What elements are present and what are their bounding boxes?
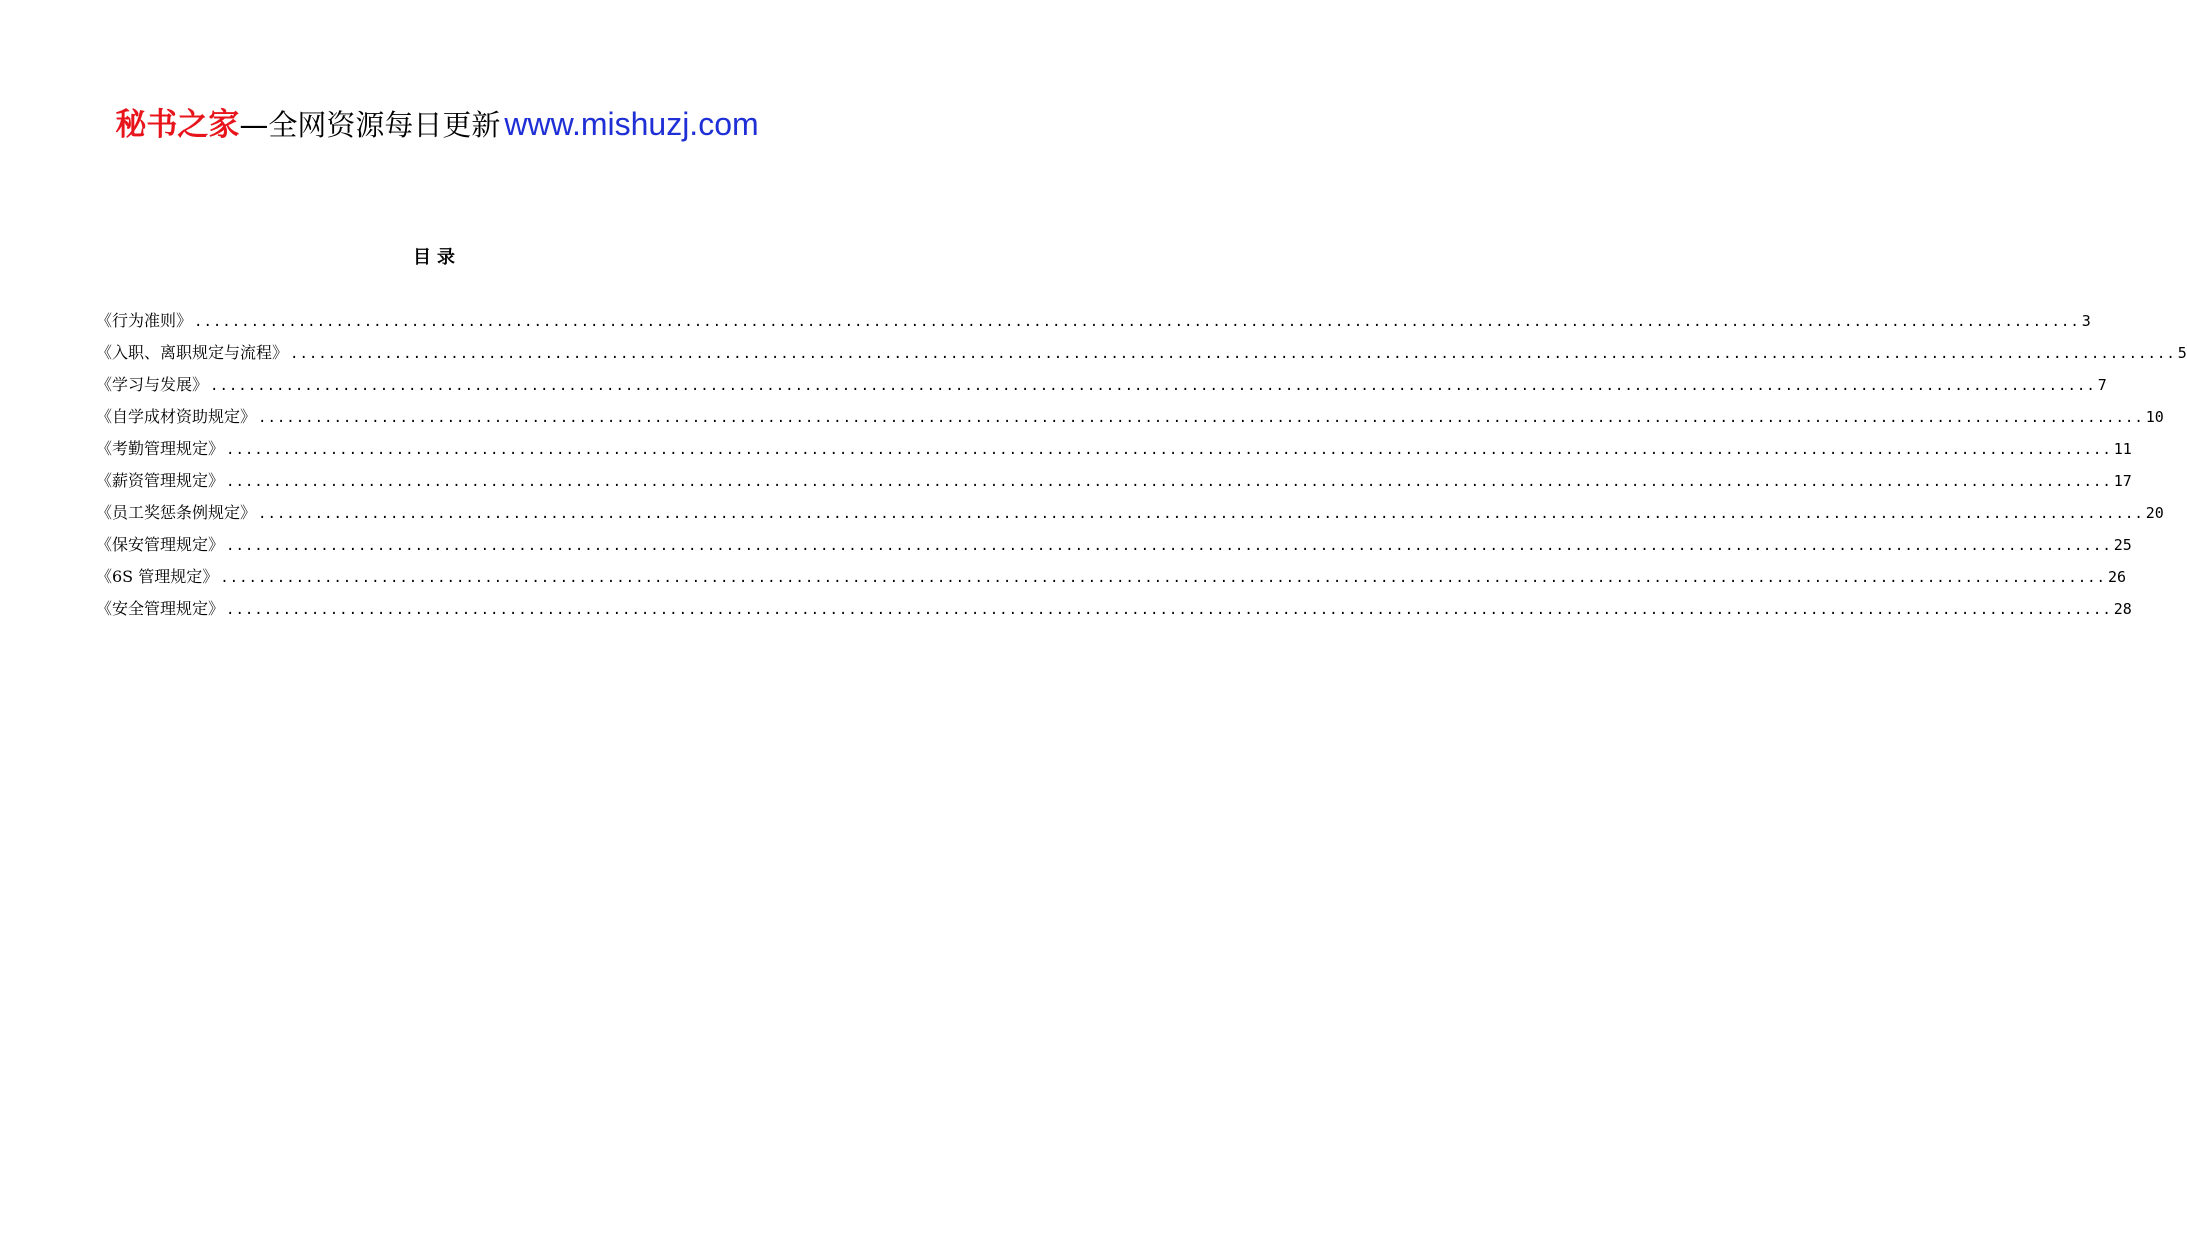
toc-entry[interactable] <box>96 340 2187 372</box>
toc-entry[interactable] <box>96 500 2164 532</box>
toc-entry[interactable] <box>96 532 2132 564</box>
toc-entry[interactable] <box>96 596 2132 628</box>
toc-entry-page: 7 <box>2097 376 2107 394</box>
toc-entry-title: 《薪资管理规定》 <box>96 471 225 490</box>
dot-leader: ........................................................................................................................................................................................................ <box>226 474 2112 490</box>
toc-entry-title: 《自学成材资助规定》 <box>96 407 257 426</box>
site-url-link[interactable]: www.mishuzj.com <box>504 106 759 142</box>
toc-entry-page: 11 <box>2113 440 2132 458</box>
toc-entry[interactable] <box>96 436 2132 468</box>
toc-entry-page: 28 <box>2113 600 2132 618</box>
toc-entry-title: 《6S 管理规定》 <box>96 567 219 586</box>
dot-leader: ........................................................................................................................................................................................................ <box>258 410 2144 426</box>
toc-entry-page: 26 <box>2107 568 2127 586</box>
table-of-contents <box>96 308 2187 628</box>
toc-entry-title: 《员工奖惩条例规定》 <box>96 503 257 522</box>
dot-leader: ........................................................................................................................................................................................................ <box>194 314 2080 330</box>
toc-entry-title: 《保安管理规定》 <box>96 535 225 554</box>
brand-name: 秘书之家 <box>115 107 240 143</box>
toc-entry-title: 《入职、离职规定与流程》 <box>96 343 289 362</box>
dot-leader: ........................................................................................................................................................................................................ <box>226 602 2112 618</box>
dot-leader: ........................................................................................................................................................................................................ <box>258 506 2144 522</box>
toc-entry[interactable] <box>96 372 2107 404</box>
toc-entry-title: 《行为准则》 <box>96 311 193 330</box>
site-banner <box>0 104 874 151</box>
toc-entry[interactable] <box>96 404 2164 436</box>
dot-leader: ........................................................................................................................................................................................................ <box>220 570 2106 586</box>
dot-leader: ........................................................................................................................................................................................................ <box>226 538 2112 554</box>
banner-tagline: —全网资源每日更新 <box>239 108 501 142</box>
dot-leader: ........................................................................................................................................................................................................ <box>290 346 2176 362</box>
toc-entry-title: 《考勤管理规定》 <box>96 439 225 458</box>
dot-leader: ........................................................................................................................................................................................................ <box>210 378 2096 394</box>
toc-entry[interactable] <box>96 564 2127 596</box>
toc-entry[interactable] <box>96 308 2091 340</box>
toc-entry-page: 3 <box>2081 312 2091 330</box>
toc-entry-page: 25 <box>2113 536 2132 554</box>
toc-entry-page: 20 <box>2145 504 2164 522</box>
toc-heading: 目录 <box>413 247 461 268</box>
dot-leader: ........................................................................................................................................................................................................ <box>226 442 2112 458</box>
toc-entry-title: 《学习与发展》 <box>96 375 209 394</box>
toc-entry-page: 17 <box>2113 472 2132 490</box>
toc-entry[interactable] <box>96 468 2132 500</box>
toc-entry-title: 《安全管理规定》 <box>96 599 225 618</box>
toc-entry-page: 10 <box>2145 408 2164 426</box>
toc-entry-page: 5 <box>2177 344 2187 362</box>
